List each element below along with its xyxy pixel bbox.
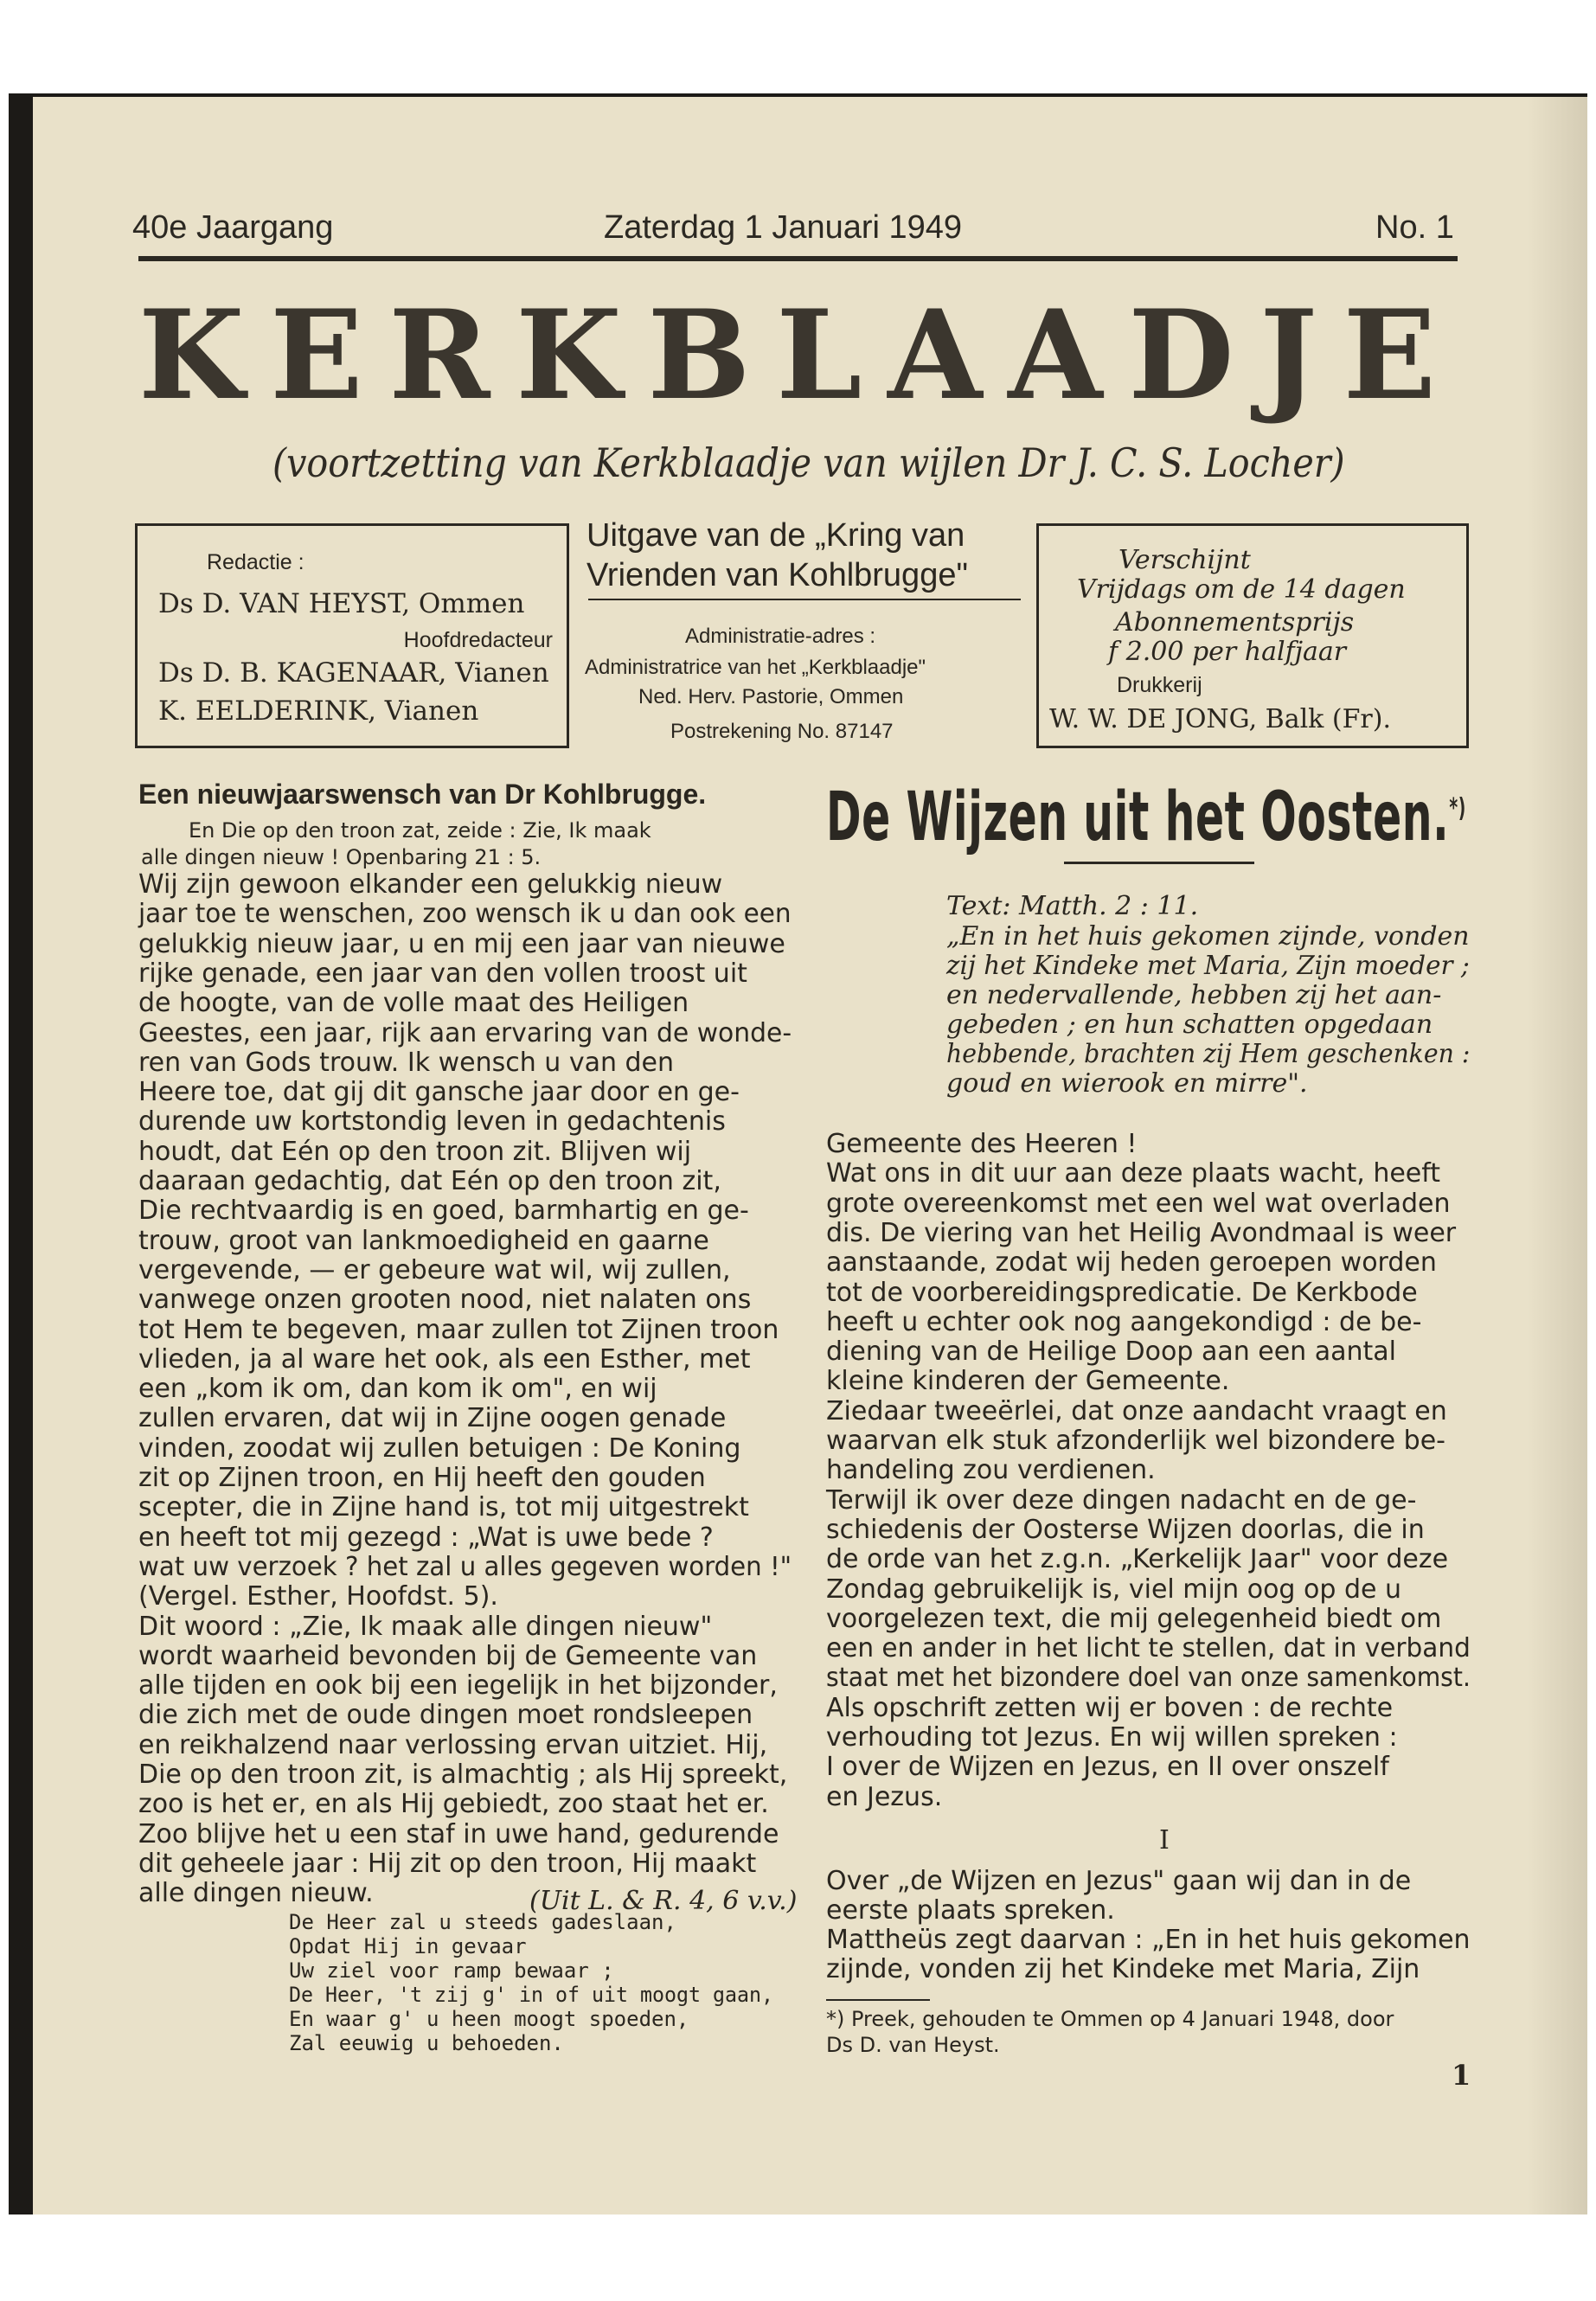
verschijnt-box (1036, 523, 1469, 748)
redactie-box (135, 523, 569, 748)
text-line: grote overeenkomst met een wel wat overladen (826, 1188, 1451, 1219)
redactie-editor-3: K. EELDERINK, Vianen (158, 695, 479, 727)
text-line: Wat ons in dit uur aan deze plaats wacht, heeft (826, 1158, 1441, 1189)
text-line: Wij zijn gewoon elkander een gelukkig nieuw (138, 869, 723, 900)
text-line: houdt, dat Eén op den troon zit. Blijven wij (138, 1136, 692, 1167)
verschijnt-label: Verschijnt (1118, 545, 1251, 575)
text-reference: Text: Matth. 2 : 11. (946, 891, 1199, 921)
text-line: alle dingen nieuw. (138, 1878, 374, 1909)
text-line: tot de voorbereidingspredicatie. De Kerkbode (826, 1277, 1418, 1308)
text-line: wat uw verzoek ? het zal u alles gegeven worden !" (138, 1551, 792, 1582)
text-line: zij het Kindeke met Maria, Zijn moeder ; (946, 951, 1470, 981)
text-line: dit geheele jaar : Hij zit op den troon, Hij maakt (138, 1848, 757, 1879)
text-line: Die rechtvaardig is en goed, barmhartig en ge- (138, 1195, 749, 1227)
text-line: rijke genade, een jaar van den vollen troost uit (138, 958, 747, 989)
text-line: diening van de Heilige Doop aan een aantal (826, 1336, 1396, 1368)
text-line: „En in het huis gekomen zijnde, vonden (946, 921, 1470, 952)
redactie-label: Redactie : (207, 550, 304, 574)
footnote-marker: *) (1449, 793, 1466, 824)
text-line: Heere toe, dat gij dit gansche jaar door en ge- (138, 1077, 740, 1108)
text-line: Mattheüs zegt daarvan : „En in het huis gekomen (826, 1925, 1471, 1955)
section-numeral: I (1159, 1825, 1170, 1856)
text-line: daaraan gedachtig, dat Eén op den troon zit, (138, 1166, 721, 1196)
text-line: (Vergel. Esther, Hoofdst. 5). (138, 1581, 498, 1612)
text-line: dis. De viering van het Heilig Avondmaal is weer (826, 1217, 1457, 1248)
text-line: heeft u echter ook nog aangekondigd : de be- (826, 1306, 1422, 1337)
abonnement-price: f 2.00 per halfjaar (1108, 637, 1347, 667)
text-line: tot Hem te begeven, maar zullen tot Zijnen troon (138, 1314, 779, 1345)
footnote-line: *) Preek, gehouden te Ommen op 4 Januari 1948, door (826, 2007, 1394, 2031)
text-line: alle tijden en ook bij een iegelijk in het bijzonder, (138, 1670, 778, 1702)
masthead-subtitle: (voortzetting van Kerkblaadje van wijlen Dr J. C. S. Locher) (272, 439, 1345, 486)
text-line: Dit woord : „Zie, Ik maak alle dingen nieuw" (138, 1611, 713, 1642)
text-line: De Heer zal u steeds gadeslaan, (289, 1910, 676, 1934)
footnote-rule (826, 1999, 930, 2001)
text-line: gelukkig nieuw jaar, u en mij een jaar van nieuwe (138, 928, 785, 959)
right-article-title (826, 779, 1466, 856)
printer-name: W. W. DE JONG, Balk (Fr). (1049, 704, 1391, 734)
text-line: zit op Zijnen troon, en Hij heeft den gouden (138, 1463, 706, 1493)
text-line: staat met het bizondere doel van onze samenkomst. (826, 1663, 1471, 1694)
text-line: een „kom ik om, dan kom ik om", en wij (138, 1374, 657, 1405)
text-line: de hoogte, van de volle maat des Heiligen (138, 988, 689, 1019)
issue-number: No. 1 (1375, 209, 1454, 246)
text-line: hebbende, brachten zij Hem geschenken : (946, 1039, 1471, 1069)
redactie-editor-1: Ds D. VAN HEYST, Ommen (158, 588, 525, 619)
text-line: aanstaande, zodat wij heden geroepen worden (826, 1247, 1437, 1279)
text-line: Gemeente des Heeren ! (826, 1129, 1138, 1159)
text-line: kleine kinderen der Gemeente. (826, 1366, 1230, 1397)
text-line: Opdat Hij in gevaar (289, 1934, 527, 1958)
header-rule (138, 256, 1458, 261)
title-underline (1064, 862, 1254, 864)
right-title-text: De Wijzen uit het Oosten. (826, 779, 1450, 856)
volume-label: 40e Jaargang (132, 209, 334, 246)
epigraph-line: En Die op den troon zat, zeide : Zie, Ik maak (189, 818, 651, 843)
text-line: Terwijl ik over deze dingen nadacht en de ge- (826, 1484, 1417, 1516)
text-line: Over „de Wijzen en Jezus" gaan wij dan in de (826, 1866, 1412, 1896)
text-line: ren van Gods trouw. Ik wensch u van den (138, 1047, 675, 1078)
text-line: I over de Wijzen en Jezus, en II over onszelf (826, 1752, 1389, 1783)
text-line: Zoo blijve het u een staf in uwe hand, gedurende (138, 1818, 779, 1849)
drukkerij-label: Drukkerij (1117, 673, 1202, 697)
admin-line-2: Ned. Herv. Pastorie, Ommen (638, 685, 904, 708)
verschijnt-schedule: Vrijdags om de 14 dagen (1077, 574, 1406, 605)
text-line: Zal eeuwig u behoeden. (289, 2031, 564, 2055)
text-line: Uw ziel voor ramp bewaar ; (289, 1958, 614, 1983)
postrekening: Postrekening No. 87147 (670, 720, 894, 743)
uitgave-line-1: Uitgave van de „Kring van (586, 517, 965, 554)
text-line: vanwege onzen grooten nood, niet nalaten ons (138, 1285, 752, 1316)
text-line: Als opschrift zetten wij er boven : de rechte (826, 1692, 1394, 1723)
text-line: vinden, zoodat wij zullen betuigen : De Koning (138, 1433, 741, 1464)
issue-date: Zaterdag 1 Januari 1949 (604, 209, 963, 246)
text-line: eerste plaats spreken. (826, 1895, 1115, 1926)
text-line: zijnde, vonden zij het Kindeke met Maria, Zijn (826, 1954, 1420, 1984)
epigraph-line: alle dingen nieuw ! Openbaring 21 : 5. (141, 845, 542, 869)
text-line: scepter, die in Zijne hand is, tot mij uitgestrekt (138, 1492, 749, 1523)
text-line: gebeden ; en hun schatten opgedaan (946, 1009, 1433, 1040)
text-line: handeling zou verdienen. (826, 1455, 1156, 1486)
page-edge-shadow (1527, 97, 1587, 2214)
text-line: een en ander in het licht te stellen, dat in verband (826, 1633, 1471, 1664)
masthead-title: KERKBLAADJE (138, 284, 1462, 427)
text-line: Ziedaar tweeërlei, dat onze aandacht vraagt en (826, 1395, 1447, 1426)
redactie-editor-2: Ds D. B. KAGENAAR, Vianen (158, 657, 549, 689)
text-line: verhouding tot Jezus. En wij willen spreken : (826, 1722, 1398, 1753)
left-article-title: Een nieuwjaarswensch van Dr Kohlbrugge. (138, 779, 707, 810)
text-line: zullen ervaren, dat wij in Zijne oogen genade (138, 1403, 727, 1434)
text-line: Zondag gebruikelijk is, viel mijn oog op de u (826, 1574, 1401, 1605)
admin-label: Administratie-adres : (685, 625, 876, 648)
uitgave-line-2: Vrienden van Kohlbrugge" (586, 557, 968, 593)
text-line: voorgelezen text, die mij gelegenheid biedt om (826, 1603, 1442, 1634)
text-line: die zich met de oude dingen moet rondsleepen (138, 1700, 753, 1731)
text-line: Die op den troon zit, is almachtig ; als Hij spreekt, (138, 1759, 788, 1790)
footnote-line: Ds D. van Heyst. (826, 2033, 1000, 2057)
text-line: en heeft tot mij gezegd : „Wat is uwe bede ? (138, 1522, 714, 1553)
redactie-role: Hoofdredacteur (403, 628, 553, 652)
admin-line-1: Administratrice van het „Kerkblaadje" (585, 656, 926, 679)
text-line: vlieden, ja al ware het ook, als een Esther, met (138, 1343, 751, 1375)
text-line: wordt waarheid bevonden bij de Gemeente van (138, 1640, 758, 1671)
text-line: en Jezus. (826, 1781, 943, 1812)
text-line: vergevende, — er gebeure wat wil, wij zullen, (138, 1254, 731, 1285)
text-line: Geestes, een jaar, rijk aan ervaring van de wonde- (138, 1017, 792, 1048)
text-line: durende uw kortstondig leven in gedachtenis (138, 1106, 726, 1138)
text-line: trouw, groot van lankmoedigheid en gaarne (138, 1225, 709, 1256)
uitgave-rule (588, 599, 1021, 600)
page-number: 1 (1452, 2059, 1471, 2092)
text-line: zoo is het er, en als Hij gebiedt, zoo staat het er. (138, 1789, 769, 1820)
text-line: de orde van het z.g.n. „Kerkelijk Jaar" voor deze (826, 1544, 1449, 1575)
text-line: De Heer, 't zij g' in of uit moogt gaan, (289, 1983, 773, 2007)
text-line: en nedervallende, hebben zij het aan- (946, 980, 1442, 1010)
text-line: En waar g' u heen moogt spoeden, (289, 2007, 689, 2031)
text-line: waarvan elk stuk afzonderlijk wel bizondere be- (826, 1426, 1446, 1456)
left-article-source: (Uit L. & R. 4, 6 v.v.) (529, 1886, 798, 1916)
text-line: jaar toe te wenschen, zoo wensch ik u dan ook een (138, 899, 792, 930)
abonnement-label: Abonnementsprijs (1115, 607, 1355, 638)
text-line: goud en wierook en mirre". (946, 1068, 1308, 1099)
text-line: en reikhalzend naar verlossing ervan uitziet. Hij, (138, 1729, 768, 1760)
text-line: schiedenis der Oosterse Wijzen doorlas, die in (826, 1514, 1425, 1545)
